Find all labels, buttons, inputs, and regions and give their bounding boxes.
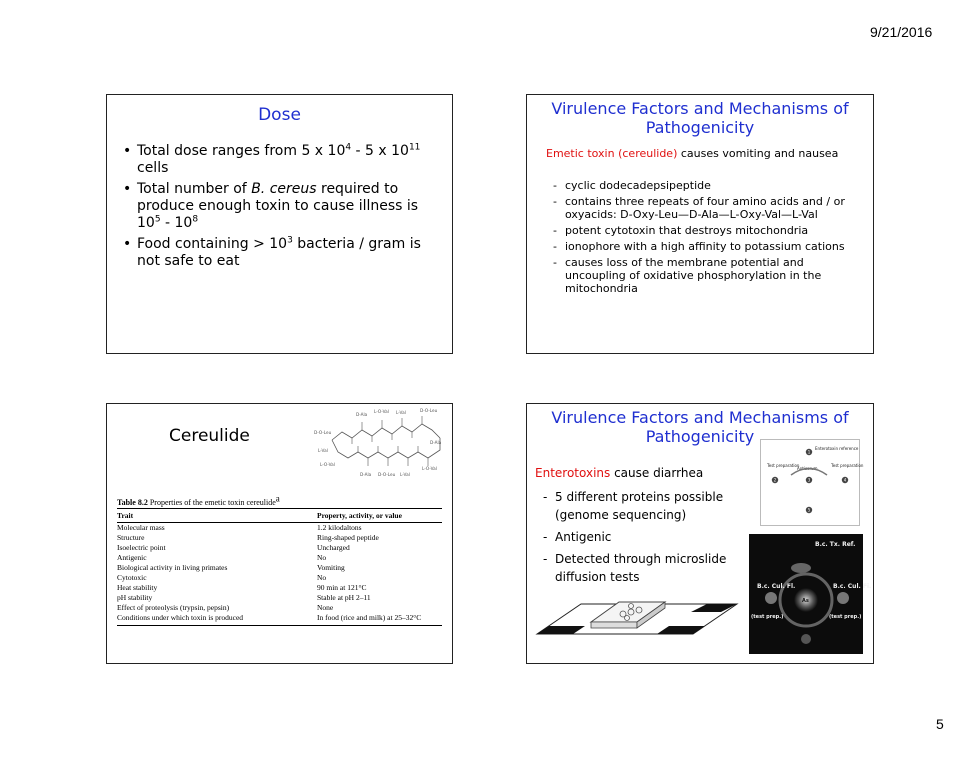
cereulide-structure-diagram — [312, 406, 452, 484]
table-row: Antigenic No — [117, 553, 327, 562]
table-row: Structure Ring-shaped peptide — [117, 533, 379, 542]
microslide-diffusion-photo — [749, 534, 872, 654]
header-date: 9/21/2016 — [870, 24, 933, 40]
page-number: 5 — [936, 716, 944, 732]
photo-label-bottom-right: (test prep.) — [829, 614, 862, 620]
structure-label: D-Ala — [356, 412, 368, 417]
slide-enterotoxins — [526, 403, 874, 664]
well-number: 2 — [773, 477, 777, 483]
structure-label: D-Ala — [360, 472, 372, 477]
photo-label-left: B.c. Cul. Fl. — [757, 583, 796, 590]
column-header: Trait — [117, 509, 317, 523]
well-number: 5 — [807, 507, 811, 513]
structure-label: D-Ala — [430, 440, 442, 445]
list-item: - ionophore with a high affinity to potassium cations — [551, 240, 851, 253]
photo-label-bottom-left: (test prep.) — [751, 614, 784, 620]
structure-label: L-Val — [400, 472, 410, 477]
slide-cereulide — [106, 403, 453, 664]
structure-label: D-O-Leu — [420, 408, 438, 413]
schematic-label-right: Test preparation — [831, 463, 864, 468]
well-number: 1 — [807, 449, 811, 455]
diffusion-test-schematic — [760, 439, 864, 526]
lead-text: Emetic toxin (cereulide) causes vomiting and nausea — [546, 147, 839, 160]
microslide-illustration — [535, 582, 740, 642]
table-row: Biological activity in living primates Vomiting — [117, 563, 345, 572]
structure-label: L-O-Val — [320, 462, 335, 467]
photo-label-center: As — [802, 598, 809, 604]
bullet-total-dose: • Total dose ranges from 5 x $10^4 - 5$ x $10^{11}$ cells — [121, 143, 439, 177]
property-list — [541, 488, 751, 590]
bullet-total-number: • Total number of B. cereus required to produce enough toxin to cause illness is $10^5 - 10^8$ — [121, 181, 439, 232]
lead-text: Enterotoxins cause diarrhea — [535, 466, 704, 480]
schematic-label-center: Antiserum — [797, 466, 818, 471]
schematic-label-top: Enterotoxin reference — [815, 446, 859, 451]
table-row: Molecular mass 1.2 kilodaltons — [117, 523, 362, 532]
bullet-list — [121, 143, 439, 274]
list-item: - Antigenic — [541, 528, 751, 546]
list-item: - contains three repeats of four amino acids and / or oxyacids: D-Oxy-Leu—D-Ala—L-Oxy-Val—L-Val — [551, 195, 851, 221]
structure-label: D-O-Leu — [314, 430, 332, 435]
structure-label: D-O-Leu — [378, 472, 396, 477]
bullet-food-safety: • Food containing > $10^3$ bacteria / gram is not safe to eat — [121, 236, 439, 270]
table-row: Isoelectric point Uncharged — [117, 543, 350, 552]
slide-title: Virulence Factors and Mechanisms of Pathogenicity — [551, 99, 849, 137]
structure-label: L-O-Val — [422, 466, 437, 471]
column-header: Property, activity, or value — [317, 509, 442, 523]
structure-label: L-Val — [396, 410, 406, 415]
list-item: - potent cytotoxin that destroys mitochondria — [551, 224, 851, 237]
list-item: - Detected through microslide diffusion tests — [541, 550, 751, 586]
structure-label: L-O-Val — [374, 409, 389, 414]
property-list — [551, 179, 851, 298]
well-number: 3 — [807, 477, 811, 483]
table-row: pH stability Stable at pH 2–11 — [117, 593, 371, 602]
slide-dose — [106, 94, 453, 354]
slide-title: Dose — [258, 105, 301, 125]
structure-label: L-Val — [318, 448, 328, 453]
table-row: Effect of proteolysis (trypsin, pepsin) None — [117, 603, 334, 612]
list-item: - cyclic dodecadepsipeptide — [551, 179, 851, 192]
table-row: Conditions under which toxin is produced In food (rice and milk) at 25–32°C — [117, 613, 442, 626]
properties-table — [117, 508, 442, 626]
table-caption: Table 8.2 Properties of the emetic toxin cereulide$^a$ — [117, 493, 280, 507]
table-row: Heat stability 90 min at 121°C — [117, 583, 367, 592]
schematic-label-left: Test preparation — [767, 463, 800, 468]
list-item: - 5 different proteins possible (genome sequencing) — [541, 488, 751, 524]
slide-title: Virulence Factors and Mechanisms of Pathogenicity — [551, 408, 849, 446]
list-item: - causes loss of the membrane potential and uncoupling of oxidative phosphorylation in the mitochondria — [551, 256, 851, 295]
slide-title: Cereulide — [169, 426, 250, 446]
photo-label-top: B.c. Tx. Ref. — [815, 541, 856, 548]
photo-label-right: B.c. Cul. Fi. — [833, 583, 872, 590]
table-row: Cytotoxic No — [117, 573, 327, 582]
table-header-row — [117, 509, 442, 523]
slide-emetic-toxin — [526, 94, 874, 354]
well-number: 4 — [843, 477, 847, 483]
